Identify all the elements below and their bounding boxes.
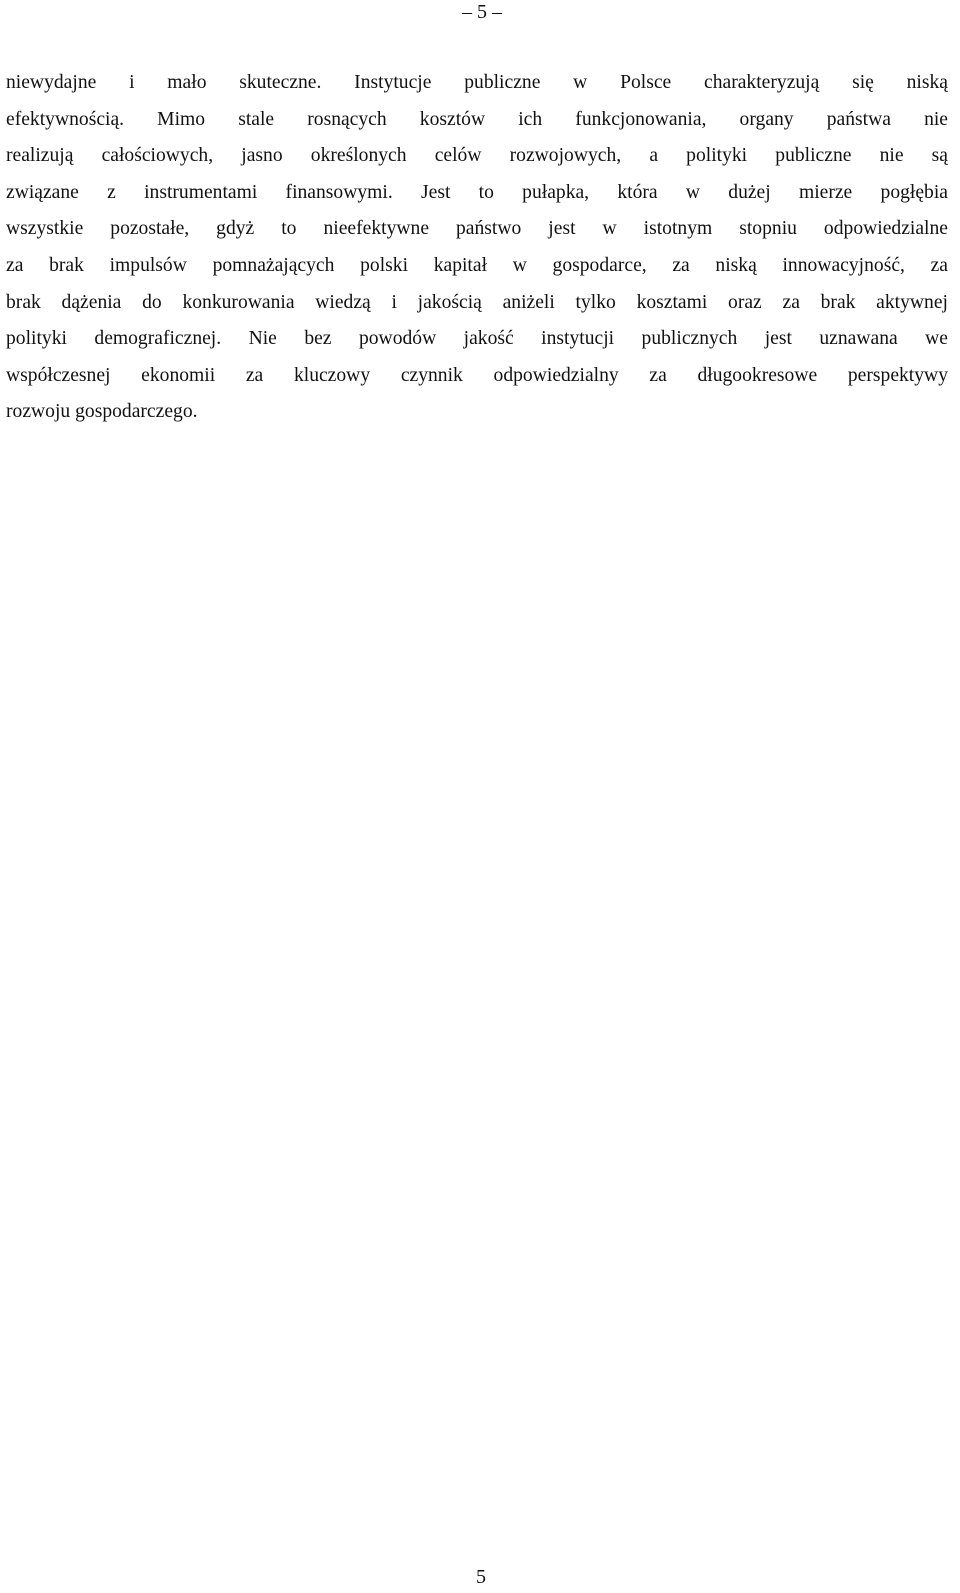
footer-page-number: 5 xyxy=(476,1566,486,1588)
paragraph-line: rozwoju gospodarczego. xyxy=(6,401,198,423)
paragraph-line: współczesnej ekonomii za kluczowy czynnik odpowiedzialny za długookresowe perspektywy xyxy=(6,364,948,386)
paragraph-line: polityki demograficznej. Nie bez powodów jakość instytucji publicznych jest uznawana we xyxy=(6,328,948,350)
paragraph-line: wszystkie pozostałe, gdyż to nieefektywne państwo jest w istotnym stopniu odpowiedzialne xyxy=(6,218,948,240)
header-page-marker: – 5 – xyxy=(462,1,502,23)
paragraph-line: efektywnością. Mimo stale rosnących kosztów ich funkcjonowania, organy państwa nie xyxy=(6,108,948,130)
paragraph-line: za brak impulsów pomnażających polski kapitał w gospodarce, za niską innowacyjność, za xyxy=(6,254,948,276)
paragraph-line: niewydajne i mało skuteczne. Instytucje publiczne w Polsce charakteryzują się niską xyxy=(6,72,948,93)
page-header xyxy=(0,0,960,24)
body-paragraph xyxy=(6,65,948,431)
paragraph-line: realizują całościowych, jasno określonych celów rozwojowych, a polityki publiczne nie są xyxy=(6,145,948,167)
page-footer xyxy=(0,1565,960,1589)
paragraph-line: związane z instrumentami finansowymi. Jest to pułapka, która w dużej mierze pogłębia xyxy=(6,181,948,203)
paragraph-line: brak dążenia do konkurowania wiedzą i jakością aniżeli tylko kosztami oraz za brak aktywnej xyxy=(6,291,948,313)
